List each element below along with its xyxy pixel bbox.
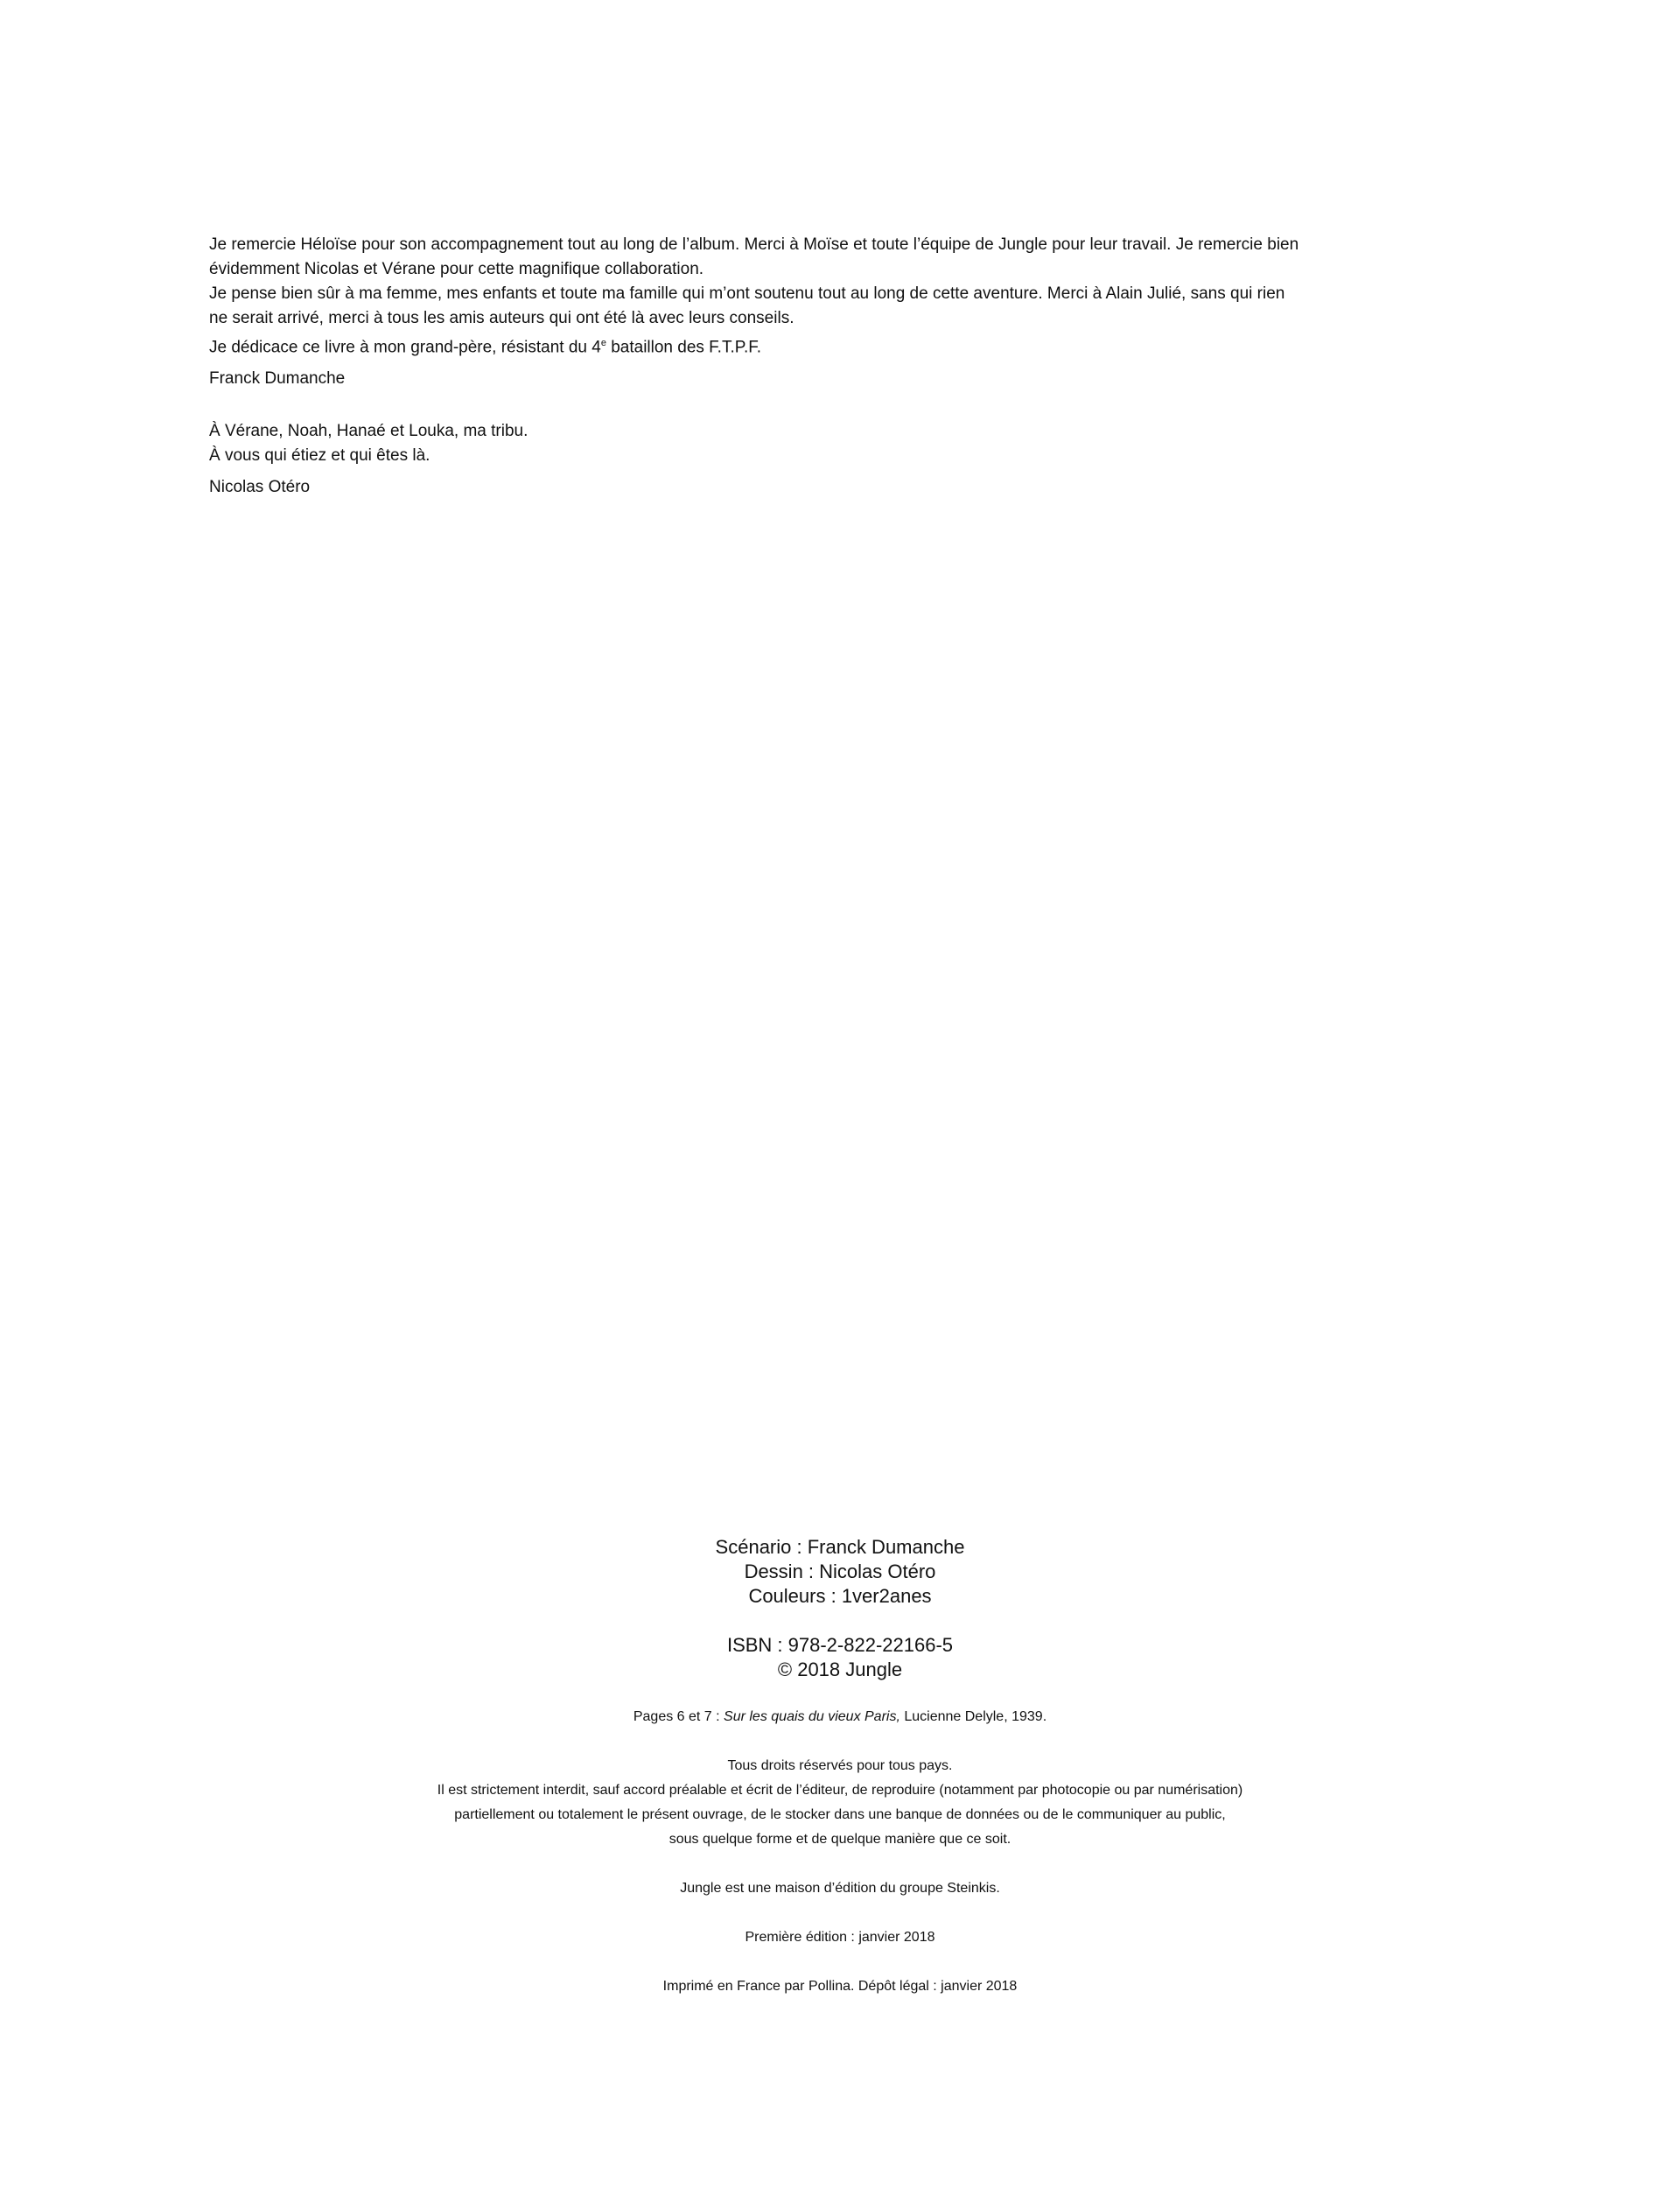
scenario-credit: Scénario : Franck Dumanche [715,1536,965,1558]
legal-block [0,1705,1680,1999]
song-credit [0,1705,1680,1729]
copyright: © 2018 Jungle [777,1659,903,1680]
colophon-section [0,1535,1680,1999]
acknowledgements-section [209,233,1382,500]
isbn: ISBN : 978-2-822-22166-5 [726,1634,954,1656]
nicolas-signature: Nicolas Otéro [209,478,311,497]
ack-line: Je pense bien sûr à ma femme, mes enfants et toute ma famille qui m’ont soutenu tout au long de cette aventure. Merci à Alain Julié, sans qui rien [209,284,1285,303]
printer-note: Imprimé en France par Pollina. Dépôt légal : janvier 2018 [662,1979,1018,1994]
dessin-credit: Dessin : Nicolas Otéro [744,1560,936,1582]
ack-line: évidemment Nicolas et Vérane pour cette magnifique collaboration. [209,260,704,278]
ack-line: Je remercie Héloïse pour son accompagnement tout au long de l’album. Merci à Moïse et toute l’équipe de Jungle pour leur travail. Je remercie bien [209,235,1299,254]
dedication-text-before: Je dédicace ce livre à mon grand-père, résistant du 4 [209,338,601,357]
song-credit-suffix: Lucienne Delyle, 1939. [900,1709,1047,1724]
dedication-line [209,331,1382,360]
rights-line: Il est strictement interdit, sauf accord préalable et écrit de l’éditeur, de reproduire (notamment par photocopie ou par numérisation) [437,1783,1243,1798]
credits-block [0,1535,1680,1682]
ack-line: ne serait arrivé, merci à tous les amis auteurs qui ont été là avec leurs conseils. [209,309,794,327]
ack-line: À Vérane, Noah, Hanaé et Louka, ma tribu. [209,422,528,441]
first-edition: Première édition : janvier 2018 [745,1930,935,1945]
publisher-note: Jungle est une maison d’édition du groupe Steinkis. [680,1881,1000,1896]
dedication-text-after: bataillon des F.T.P.F. [606,338,762,357]
ack-line: À vous qui étiez et qui êtes là. [209,446,430,466]
rights-line: Tous droits réservés pour tous pays. [727,1758,953,1773]
dedication-superscript: e [600,338,606,348]
rights-line: sous quelque forme et de quelque manière que ce soit. [668,1832,1012,1847]
couleurs-credit: Couleurs : 1ver2anes [748,1585,932,1607]
franck-signature: Franck Dumanche [209,369,346,389]
franck-acknowledgement [209,233,1382,391]
song-title: Sur les quais du vieux Paris, [724,1709,900,1724]
nicolas-acknowledgement [209,419,1382,500]
rights-line: partiellement ou totalement le présent ouvrage, de le stocker dans une banque de données ou de le communiquer au public, [454,1807,1226,1822]
song-credit-prefix: Pages 6 et 7 : [633,1709,724,1724]
